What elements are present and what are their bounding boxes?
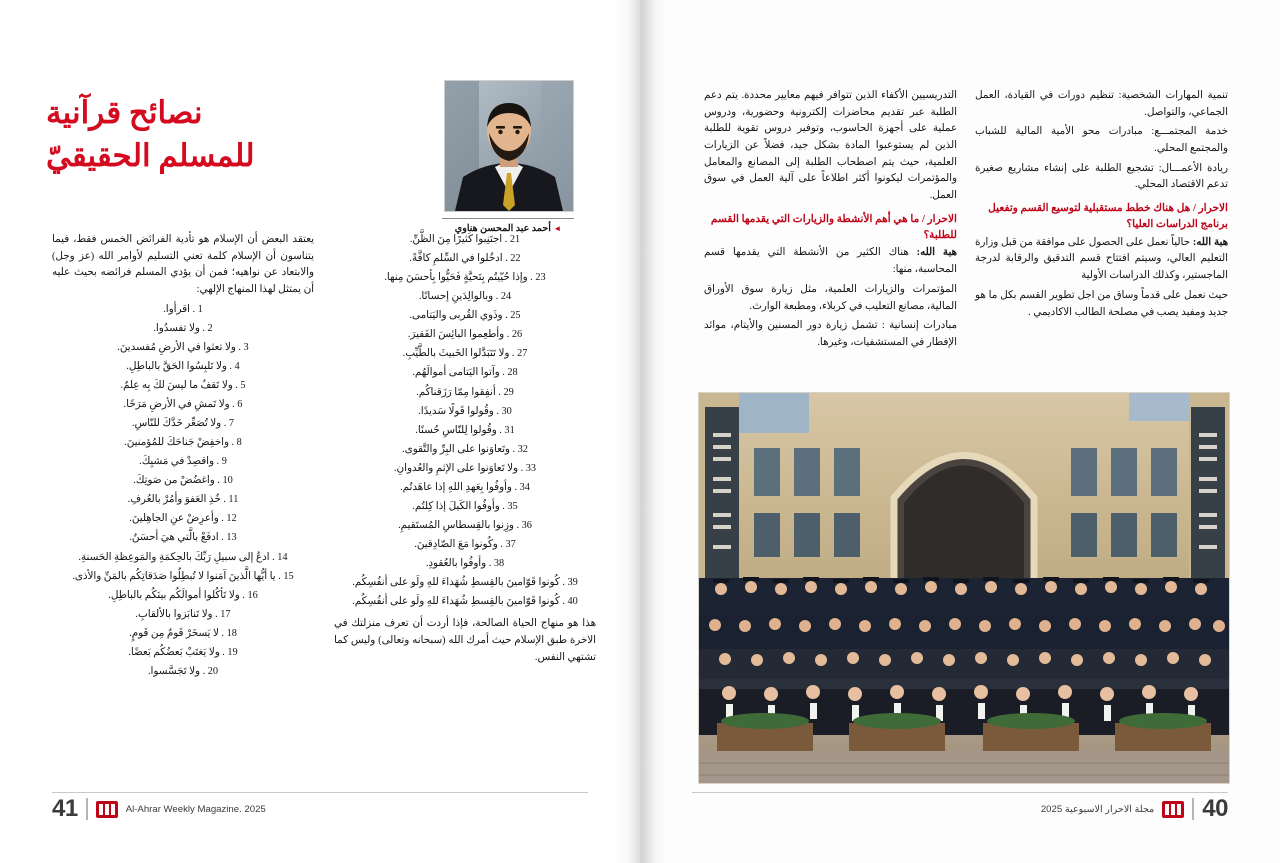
magazine-logo-icon: [1162, 801, 1184, 818]
list-item: 2 . ولا تفسدُوا.: [153, 322, 213, 334]
page-number: 40: [1202, 795, 1228, 822]
list-item: 15 . يا أيُّها الَّذينَ آمَنوا لا تُبطِلُوا صَدَقاتِكُم بالمَنِّ والأذى.: [72, 570, 294, 582]
paragraph: التدريسيين الأكفاء الذين تتوافر فيهم معايير محددة. يتم دعم الطلبة عبر تقديم محاضرات إلكترونية وحضورية، ودروس عملية على أجهزة الحاسوب، وتوفير دروس تقوية للطلبة الذين لم يستوعبوا المادة بشكل جيد، فضلاً عن الزيارات العلمية، حيث يتم اصطحاب الطلبة إلى المصانع والمعامل والمؤتمرات ليكونوا أكثر اطلاعاً على آلية العمل في سوق العمل.: [704, 90, 957, 202]
list-item: 33 . ولا تَعاوَنوا على الإثمِ والعُدوانِ.: [393, 462, 537, 474]
list-item: 19 . ولا يَغتَبْ بَعضُكُم بَعضًا.: [128, 646, 238, 658]
page-number: 41: [52, 795, 78, 822]
bullet-item: مبادرات إنسانية : تشمل زيارة دور المسنين والأيتام، موائد الإفطار في المستشفيات، وغيرها.: [704, 320, 957, 348]
page-40-footer: [1041, 795, 1228, 823]
headline-line-1: نصائح قرآنية: [46, 95, 203, 130]
page-41-columns: [44, 232, 596, 683]
list-item: 7 . ولا تُصَعِّر خَدَّكَ للنّاسِ.: [131, 418, 235, 430]
list-item: 36 . وزِنوا بالقِسطاسِ المُستَقيمِ.: [398, 519, 532, 531]
list-item: 12 . وأعرِضْ عنِ الجاهِلينَ.: [129, 513, 237, 525]
footer-divider: [692, 792, 1228, 793]
answer-lead: هبة الله:: [1192, 236, 1229, 248]
list-item: 16 . ولا تَأكُلوا أموالَكُم بينَكُم بالباطِلِ.: [108, 589, 258, 601]
list-item: 31 . وقُولوا لِلنّاسِ حُسنًا.: [415, 424, 515, 436]
list-item: 3 . ولا تعثوا في الأرضِ مُفسدينَ.: [117, 341, 249, 353]
author-photo: [444, 80, 574, 212]
author-name-text: أحمد عبد المحسن هناوي: [454, 223, 551, 234]
answer-paragraph-2: حيث نعمل على قدماً وساق من اجل تطوير القسم بكل ما هو جديد ومفيد يصب في مصلحة الطالب الاكاديمي .: [975, 289, 1228, 318]
page-41-inner-column: [52, 232, 314, 683]
headline-line-2: للمسلم الحقيقيّ: [46, 137, 255, 173]
list-item: 5 . ولا تَقفُ ما ليسَ لكَ بِه عِلمٌ.: [120, 379, 246, 391]
list-item: 35 . وأوفُوا الكَيلَ إذا كِلتُم.: [412, 500, 518, 512]
page-40-columns: [698, 88, 1228, 355]
list-item: 1 . اقرأوا.: [163, 303, 203, 315]
list-item: 21 . اجتَنِبوا كَثيرًا مِنَ الظَّنِّ.: [409, 234, 521, 245]
footer-divider: [52, 792, 588, 793]
group-photo-illustration: [699, 393, 1229, 783]
answer-body: حالياً نعمل على الحصول على موافقة من قبل وزارة التعليم العالي، وسيتم افتتاح قسم التدقيق والرقابة لدرجة الماجستير، وكذلك الدراسات الأولية: [975, 236, 1228, 282]
paragraph: ريادة الأعمـــال: تشجيع الطلبة على إنشاء مشاريع صغيرة تدعم الاقتصاد المحلي.: [975, 162, 1228, 191]
list-item: 30 . وقُولوا قَولًا سَديدًا.: [418, 405, 512, 417]
list-item: 37 . وكُونوا مَعَ الصّادِقينَ.: [414, 539, 516, 550]
list-item: 17 . ولا تَنابَزوا بالألقابِ.: [135, 608, 231, 620]
bullet-item: المؤتمرات والزيارات العلمية، مثل زيارة سوق الأوراق المالية، مصانع التعليب في كربلاء، ومطبعة الوارث.: [704, 283, 957, 312]
list-item: 14 . ادعُ إلى سبيلِ رَبِّكَ بالحِكمَةِ والمَوعِظةِ الحَسنةِ.: [78, 551, 288, 563]
list-item: 24 . وبالوالِدَينِ إحسانًا.: [418, 291, 512, 303]
list-item: 13 . ادفَعْ بالَّتي هيَ أحسَنُ.: [129, 532, 237, 544]
page-edge-shadow: [640, 0, 666, 863]
footer-divider-bar: [1192, 798, 1194, 820]
list-item: 22 . ادخُلوا في السِّلمِ كافَّةً.: [409, 253, 521, 265]
list-item: 11 . خُذِ العَفوَ وأمُرْ بالعُرفِ.: [127, 494, 239, 506]
list-item: 32 . وتَعاوَنوا على البِرِّ والتَّقوى.: [402, 443, 528, 455]
page-40-inner-column: [975, 88, 1228, 355]
answer-body: هناك الكثير من الأنشطة التي يقدمها قسم المحاسبة، منها:: [704, 247, 957, 276]
closing-paragraph: هذا هو منهاج الحياة الصالحة، فإذا أردت أن تعرف منزلتك في الاخرة طبق الإسلام حيث أمرك الله (سبحانه وتعالى) وليس كما تشتهي النفس.: [334, 618, 596, 663]
list-item: 6 . ولا تَمشِ في الأرضِ مَرَحًا.: [123, 399, 243, 410]
question-heading: الاحرار / ما هي أهم الأنشطة والزيارات التي يقدمها القسم للطلبة؟: [710, 213, 957, 241]
answer-paragraph: [975, 235, 1228, 285]
list-item: 39 . كُونوا قَوّامينَ بالقِسطِ شُهَداءَ للهِ ولَو على أنفُسِكُم.: [352, 577, 578, 589]
page-edge-shadow: [614, 0, 640, 863]
magazine-logo-icon: [96, 801, 118, 818]
answer-paragraph: [704, 245, 957, 278]
list-item: 26 . وأطعِموا البائِسَ الفَقيرَ.: [407, 329, 523, 341]
paragraph: خدمة المجتمـــع: مبادرات محو الأمية المالية للشباب والمجتمع المحلي.: [975, 126, 1228, 155]
list-item: 34 . وأوفُوا بِعَهدِ اللهِ إذا عاهَدتُم.: [400, 481, 530, 493]
page-41-outer-column: [334, 232, 596, 683]
list-item: 9 . واقصِدْ في مَشيِكَ.: [139, 456, 227, 468]
list-item: 38 . وأوفُوا بالعُقودِ.: [425, 558, 505, 570]
group-photo: [698, 392, 1230, 784]
list-item: 40 . كُونوا قَوّامينَ بالقِسطِ شُهَداءَ للهِ ولَو على أنفُسِكُم.: [352, 596, 578, 608]
printed-page-40: [640, 0, 1280, 863]
list-item: 4 . ولا تَلبِسُوا الحَقَّ بالباطِلِ.: [126, 360, 240, 372]
author-block: [442, 80, 574, 234]
paragraph: تنمية المهارات الشخصية: تنظيم دورات في القيادة، العمل الجماعي، والتواصل.: [975, 90, 1228, 118]
list-item: 8 . واخفِضْ جَناحَكَ للمُؤمنينَ.: [124, 437, 242, 449]
page-41-footer: [52, 795, 266, 823]
bullet-triangle-icon: ◄: [553, 224, 562, 233]
list-item: 29 . أنفِقوا مِمّا رَزَقناكُم.: [416, 386, 514, 398]
list-item: 23 . وإذا حُيّيتُم بِتَحيَّةٍ فَحَيُّوا بِأحسَنَ مِنها.: [384, 272, 546, 284]
article-headline: [46, 92, 406, 178]
footer-divider-bar: [86, 798, 88, 820]
footer-magazine-name: مجلة الاحرار الاسبوعية 2025: [1040, 803, 1155, 815]
list-item: 27 . ولا تَتَبَدَّلوا الخَبيثَ بالطَّيِّبِ.: [402, 348, 528, 360]
footer-magazine-name: Al-Ahrar Weekly Magazine. 2025: [125, 803, 266, 815]
author-portrait-illustration: [445, 81, 573, 211]
list-item: 18 . لا يَسخَرْ قَومٌ مِن قَومٍ.: [129, 627, 237, 639]
list-item: 28 . وآتوا اليَتامى أموالَهُم.: [412, 367, 518, 379]
page-40-outer-column: [704, 88, 957, 355]
list-item: 25 . وذَوي القُربى واليَتامى.: [409, 310, 521, 322]
question-heading: الاحرار / هل هناك خطط مستقبلية لتوسيع القسم وتفعيل برنامج الدراسات العليا؟: [988, 203, 1228, 230]
intro-paragraph: يعتقد البعض أن الإسلام هو تأدية الفرائض الخمس فقط، فيما يتناسون أن الإسلام كلمة تعني التسليم لأوامر الله (عز وجل) والابتعاد عن نواهيه؛ فمن أن يؤدي المسلم فرائضه بحيث عليه أن يمتثل لهذا المنهاج الإلهي:: [52, 234, 314, 296]
answer-lead: هبة الله:: [916, 247, 957, 259]
list-item: 10 . واغضُضْ من صَوتِكَ.: [133, 475, 233, 487]
list-item: 20 . ولا تَجَسَّسوا.: [147, 665, 219, 677]
